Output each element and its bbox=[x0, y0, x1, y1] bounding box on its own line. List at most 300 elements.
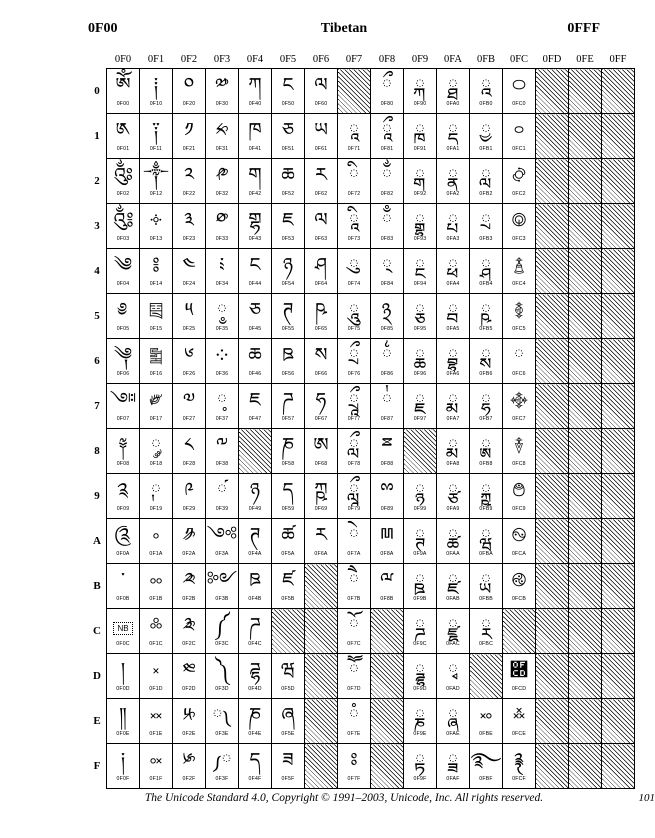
codepoint-cell bbox=[173, 114, 206, 159]
codepoint-label: 0F25 bbox=[182, 326, 196, 332]
table-row bbox=[88, 429, 635, 474]
glyph: ྱ bbox=[480, 119, 492, 141]
glyph: ྵ bbox=[480, 299, 492, 321]
codepoint-cell bbox=[404, 744, 437, 789]
codepoint-cell bbox=[206, 249, 239, 294]
codepoint-cell bbox=[107, 69, 140, 114]
glyph: ཨ bbox=[313, 434, 329, 456]
codepoint-label: 0F82 bbox=[380, 191, 394, 197]
glyph: ༫ bbox=[182, 569, 196, 591]
codepoint-label: 0FA1 bbox=[446, 146, 460, 152]
glyph: ཉ bbox=[249, 479, 261, 501]
codepoint-cell bbox=[107, 429, 140, 474]
glyph: ྼ bbox=[480, 614, 492, 636]
codepoint-label: 0F66 bbox=[314, 371, 328, 377]
glyph: ྭ bbox=[447, 659, 459, 681]
codepoint-label: 0F00 bbox=[116, 101, 130, 107]
codepoint-cell bbox=[404, 654, 437, 699]
column-header: 0F9 bbox=[411, 53, 429, 65]
codepoint-cell bbox=[239, 294, 272, 339]
glyph: ྈ bbox=[381, 434, 393, 456]
glyph: ྜ bbox=[414, 614, 426, 636]
reserved-cell bbox=[569, 159, 602, 204]
codepoint-label: 0F4D bbox=[248, 686, 262, 692]
codepoint-label: 0F23 bbox=[182, 236, 196, 242]
codepoint-cell bbox=[206, 564, 239, 609]
codepoint-label: 0F09 bbox=[116, 506, 130, 512]
glyph: ྐ bbox=[414, 74, 426, 96]
glyph: ༛ bbox=[149, 569, 163, 591]
codepoint-label: 0F3D bbox=[215, 686, 229, 692]
codepoint-cell bbox=[107, 744, 140, 789]
codepoint-label: 0F99 bbox=[413, 506, 427, 512]
codepoint-cell bbox=[239, 654, 272, 699]
glyph: ཾ bbox=[348, 704, 360, 726]
glyph: ྕ bbox=[414, 299, 426, 321]
column-header: 0FD bbox=[542, 53, 562, 65]
codepoint-label: 0FA2 bbox=[446, 191, 460, 197]
glyph: ཇ bbox=[249, 389, 261, 411]
row-header: 7 bbox=[94, 400, 100, 412]
codepoint-label: 0FB7 bbox=[479, 416, 493, 422]
codepoint-cell bbox=[503, 339, 536, 384]
reserved-cell bbox=[536, 609, 569, 654]
reserved-cell bbox=[569, 339, 602, 384]
codepoint-cell bbox=[206, 609, 239, 654]
reserved-cell bbox=[470, 654, 503, 699]
codepoint-cell bbox=[470, 249, 503, 294]
codepoint-label: 0F07 bbox=[116, 416, 130, 422]
codepoint-label: 0FCB bbox=[511, 596, 527, 602]
row-header: C bbox=[93, 625, 101, 637]
codepoint-label: 0F1F bbox=[149, 776, 163, 782]
codepoint-cell bbox=[140, 474, 173, 519]
codepoint-cell bbox=[107, 114, 140, 159]
codepoint-label: 0F6A bbox=[314, 551, 328, 557]
codepoint-label: 0F9B bbox=[413, 596, 427, 602]
glyph: ༦ bbox=[184, 344, 194, 366]
row-header: 1 bbox=[94, 130, 100, 142]
reserved-cell bbox=[536, 69, 569, 114]
codepoint-cell bbox=[338, 339, 371, 384]
codepoint-cell bbox=[338, 294, 371, 339]
codepoint-label: 0F4F bbox=[248, 776, 262, 782]
codepoint-cell bbox=[272, 294, 305, 339]
codepoint-label: 0F8A bbox=[380, 551, 394, 557]
glyph: ད bbox=[282, 479, 294, 501]
reserved-cell bbox=[602, 519, 635, 564]
codepoint-cell bbox=[470, 204, 503, 249]
codepoint-label: 0F30 bbox=[215, 101, 229, 107]
codepoint-cell bbox=[470, 564, 503, 609]
codepoint-label: 0F5E bbox=[281, 731, 295, 737]
codepoint-label: 0F71 bbox=[347, 146, 361, 152]
codepoint-label: 0F2E bbox=[182, 731, 196, 737]
codepoint-cell bbox=[239, 744, 272, 789]
codepoint-cell bbox=[173, 159, 206, 204]
codepoint-label: 0FC9 bbox=[512, 506, 526, 512]
glyph: ༵ bbox=[216, 299, 228, 321]
codepoint-cell bbox=[503, 294, 536, 339]
glyph: ཥ bbox=[315, 299, 327, 321]
glyph: ྫྷ bbox=[447, 614, 459, 636]
glyph: ྐྵ bbox=[480, 479, 492, 501]
glyph: ཛ bbox=[282, 569, 294, 591]
glyph: ༴ bbox=[219, 254, 225, 276]
glyph: ༔ bbox=[152, 254, 160, 276]
glyph: ྜྷ bbox=[414, 659, 426, 681]
codepoint-cell bbox=[305, 69, 338, 114]
column-header: 0FA bbox=[444, 53, 462, 65]
glyph: ྗ bbox=[414, 389, 426, 411]
codepoint-cell bbox=[173, 654, 206, 699]
codepoint-cell bbox=[107, 159, 140, 204]
glyph: ཀ bbox=[248, 74, 262, 96]
codepoint-label: 0FCD bbox=[511, 686, 527, 692]
glyph: ཚ bbox=[281, 524, 295, 546]
codepoint-label: 0FCA bbox=[511, 551, 527, 557]
codepoint-label: 0FB6 bbox=[479, 371, 493, 377]
reserved-cell bbox=[536, 339, 569, 384]
codepoint-label: 0F61 bbox=[314, 146, 328, 152]
codepoint-cell bbox=[239, 609, 272, 654]
glyph: ࿏ bbox=[512, 704, 526, 726]
codepoint-cell bbox=[404, 69, 437, 114]
reserved-cell bbox=[239, 429, 272, 474]
codepoint-cell bbox=[470, 699, 503, 744]
codepoint-label: 0FB0 bbox=[479, 101, 493, 107]
codepoint-cell bbox=[503, 474, 536, 519]
glyph: ཝ bbox=[280, 659, 296, 681]
codepoint-cell bbox=[272, 249, 305, 294]
codepoint-label: 0F1D bbox=[149, 686, 163, 692]
codepoint-label: 0F37 bbox=[215, 416, 229, 422]
codepoint-cell bbox=[338, 204, 371, 249]
glyph: ༳ bbox=[215, 209, 229, 231]
codepoint-cell bbox=[470, 609, 503, 654]
codepoint-cell bbox=[437, 249, 470, 294]
glyph: ྠ bbox=[447, 74, 459, 96]
glyph: ༐ bbox=[153, 74, 159, 96]
codepoint-label: 0F7F bbox=[347, 776, 361, 782]
codepoint-label: 0F11 bbox=[149, 146, 163, 152]
glyph: ྊ bbox=[380, 524, 394, 546]
codepoint-cell bbox=[437, 609, 470, 654]
glyph: ༒ bbox=[143, 164, 169, 186]
codepoint-label: 0F5B bbox=[281, 596, 295, 602]
codepoint-label: 0FC4 bbox=[512, 281, 526, 287]
reserved-cell bbox=[536, 654, 569, 699]
glyph: ྃ bbox=[381, 209, 393, 231]
codepoint-label: 0F26 bbox=[182, 371, 196, 377]
codepoint-label: 0FB2 bbox=[479, 191, 493, 197]
codepoint-label: 0F81 bbox=[380, 146, 394, 152]
codepoint-label: 0F3A bbox=[215, 551, 229, 557]
codepoint-label: 0F96 bbox=[413, 371, 427, 377]
glyph: ༉ bbox=[117, 479, 129, 501]
page-number: 101 bbox=[638, 792, 655, 804]
codepoint-cell bbox=[470, 339, 503, 384]
glyph: ༰ bbox=[215, 74, 229, 96]
codepoint-label: 0F22 bbox=[182, 191, 196, 197]
codepoint-label: 0F41 bbox=[248, 146, 262, 152]
glyph: ཱ bbox=[348, 119, 360, 141]
codepoint-cell bbox=[206, 294, 239, 339]
codepoint-cell bbox=[503, 159, 536, 204]
row-header: 9 bbox=[94, 490, 100, 502]
table-corner bbox=[88, 50, 107, 69]
codepoint-cell bbox=[239, 159, 272, 204]
table-row bbox=[88, 744, 635, 789]
codepoint-cell bbox=[173, 294, 206, 339]
codepoint-cell bbox=[338, 564, 371, 609]
codepoint-label: 0F20 bbox=[182, 101, 196, 107]
glyph: ྪ bbox=[447, 524, 459, 546]
codepoint-cell bbox=[404, 609, 437, 654]
codepoint-label: 0F56 bbox=[281, 371, 295, 377]
codepoint-cell bbox=[503, 744, 536, 789]
codepoint-cell bbox=[173, 249, 206, 294]
glyph: ཱྀ bbox=[381, 119, 393, 141]
codepoint-cell bbox=[503, 249, 536, 294]
glyph: ༥ bbox=[184, 299, 194, 321]
codepoint-label: 0F29 bbox=[182, 506, 196, 512]
codepoint-label: 0F9E bbox=[413, 731, 427, 737]
glyph: ྚ bbox=[414, 524, 426, 546]
codepoint-cell bbox=[140, 69, 173, 114]
row-header: 3 bbox=[94, 220, 100, 232]
codepoint-cell bbox=[173, 69, 206, 114]
reserved-cell bbox=[602, 564, 635, 609]
reserved-cell bbox=[569, 564, 602, 609]
codepoint-cell bbox=[437, 204, 470, 249]
glyph: ཻ bbox=[348, 569, 360, 591]
glyph: ༟ bbox=[149, 749, 163, 771]
glyph: ཷ bbox=[348, 389, 360, 411]
column-header: 0FC bbox=[509, 53, 529, 65]
footer-rule bbox=[88, 784, 600, 785]
codepoint-label: 0F68 bbox=[314, 461, 328, 467]
codepoint-label: 0F7D bbox=[347, 686, 361, 692]
codepoint-cell bbox=[140, 339, 173, 384]
reserved-cell bbox=[536, 384, 569, 429]
glyph: ག bbox=[248, 164, 262, 186]
codepoint-cell bbox=[206, 519, 239, 564]
reserved-cell bbox=[569, 744, 602, 789]
codepoint-cell bbox=[239, 699, 272, 744]
codepoint-cell bbox=[404, 159, 437, 204]
codepoint-label: 0F4E bbox=[248, 731, 262, 737]
glyph: ྑ bbox=[414, 119, 426, 141]
glyph: ༢ bbox=[184, 164, 194, 186]
codepoint-cell bbox=[305, 384, 338, 429]
codepoint-label: 0F39 bbox=[215, 506, 229, 512]
codepoint-label: 0F2F bbox=[182, 776, 196, 782]
glyph: ཊ bbox=[282, 299, 294, 321]
codepoint-label: 0FC1 bbox=[512, 146, 526, 152]
codepoint-cell bbox=[272, 474, 305, 519]
row-header: 4 bbox=[94, 265, 100, 277]
glyph: ང bbox=[249, 254, 261, 276]
glyph: ྣ bbox=[447, 164, 459, 186]
codepoint-label: 0F74 bbox=[347, 281, 361, 287]
codepoint-cell bbox=[404, 474, 437, 519]
codepoint-label: 0FCF bbox=[512, 776, 526, 782]
glyph: ཊ bbox=[249, 524, 261, 546]
codepoint-label: 0F08 bbox=[116, 461, 130, 467]
reserved-cell bbox=[338, 69, 371, 114]
codepoint-cell bbox=[140, 429, 173, 474]
table-row bbox=[88, 159, 635, 204]
glyph: ྴ bbox=[480, 254, 492, 276]
codepoint-label: 0FCE bbox=[511, 731, 527, 737]
codepoint-cell bbox=[272, 654, 305, 699]
glyph: ༚ bbox=[152, 524, 160, 546]
codepoint-label: 0F18 bbox=[149, 461, 163, 467]
codepoint-cell bbox=[272, 564, 305, 609]
codepoint-label: 0F2A bbox=[182, 551, 196, 557]
reserved-cell bbox=[569, 699, 602, 744]
glyph: ལ bbox=[314, 74, 328, 96]
glyph: ༹ bbox=[216, 479, 228, 501]
header-end-code: 0FFF bbox=[567, 21, 600, 36]
codepoint-label: 0F92 bbox=[413, 191, 427, 197]
codepoint-label: 0F72 bbox=[347, 191, 361, 197]
codepoint-cell bbox=[107, 699, 140, 744]
codepoint-label: 0F44 bbox=[248, 281, 262, 287]
codepoint-label: 0F93 bbox=[413, 236, 427, 242]
codepoint-label: 0F73 bbox=[347, 236, 361, 242]
codepoint-cell bbox=[470, 69, 503, 114]
codepoint-label: 0F34 bbox=[215, 281, 229, 287]
codepoint-cell bbox=[272, 744, 305, 789]
codepoint-label: 0F79 bbox=[347, 506, 361, 512]
codepoint-label: 0F59 bbox=[281, 506, 295, 512]
glyph: ࿆ bbox=[513, 344, 525, 366]
column-header: 0F7 bbox=[345, 53, 363, 65]
codepoint-label: 0FA4 bbox=[446, 281, 460, 287]
codepoint-cell bbox=[371, 429, 404, 474]
codepoint-label: 0F0A bbox=[116, 551, 130, 557]
codepoint-cell bbox=[371, 474, 404, 519]
codepoint-cell bbox=[470, 159, 503, 204]
reserved-cell bbox=[569, 249, 602, 294]
page-header bbox=[88, 18, 600, 40]
glyph: ི bbox=[348, 164, 360, 186]
codepoint-cell bbox=[173, 744, 206, 789]
codepoint-cell bbox=[404, 249, 437, 294]
glyph: ཞ bbox=[281, 704, 295, 726]
glyph: ་ bbox=[121, 569, 125, 591]
codepoint-label: 0FA5 bbox=[446, 326, 460, 332]
codepoint-label: 0FC3 bbox=[512, 236, 526, 242]
codepoint-label: 0F4C bbox=[248, 641, 262, 647]
codepoint-label: 0FAF bbox=[446, 776, 460, 782]
codepoint-label: 0FB4 bbox=[479, 281, 493, 287]
glyph: ༨ bbox=[184, 434, 194, 456]
codepoint-label: 0F63 bbox=[314, 236, 328, 242]
glyph: ྯ bbox=[447, 749, 459, 771]
codepoint-label: 0F19 bbox=[149, 506, 163, 512]
table-row bbox=[88, 294, 635, 339]
codepoint-label: 0F9D bbox=[413, 686, 427, 692]
codepoint-label: 0F12 bbox=[149, 191, 163, 197]
codepoint-label: 0F5A bbox=[281, 551, 295, 557]
reserved-cell bbox=[569, 294, 602, 339]
codepoint-label: 0F42 bbox=[248, 191, 262, 197]
table-row bbox=[88, 69, 635, 114]
codepoint-cell bbox=[239, 519, 272, 564]
codepoint-cell bbox=[470, 294, 503, 339]
codepoint-cell bbox=[107, 339, 140, 384]
glyph: ༷ bbox=[216, 389, 228, 411]
codepoint-label: 0F9C bbox=[413, 641, 427, 647]
codepoint-label: 0FAD bbox=[446, 686, 460, 692]
codepoint-cell bbox=[338, 249, 371, 294]
codepoint-label: 0F13 bbox=[149, 236, 163, 242]
codepoint-label: 0FAE bbox=[446, 731, 460, 737]
codepoint-cell bbox=[140, 519, 173, 564]
glyph: ༜ bbox=[149, 614, 163, 636]
reserved-cell bbox=[536, 294, 569, 339]
glyph: ࿉ bbox=[512, 479, 526, 501]
codepoint-cell bbox=[173, 564, 206, 609]
codepoint-cell bbox=[206, 69, 239, 114]
page-title: Tibetan bbox=[320, 21, 368, 36]
codepoint-label: 0F57 bbox=[281, 416, 295, 422]
codepoint-cell bbox=[272, 384, 305, 429]
codepoint-label: 0FC8 bbox=[512, 461, 526, 467]
codepoint-label: 0FAB bbox=[446, 596, 460, 602]
reserved-cell bbox=[272, 609, 305, 654]
codepoint-label: 0F85 bbox=[380, 326, 394, 332]
codepoint-label: 0FBE bbox=[479, 731, 493, 737]
codepoint-label: 0FC0 bbox=[512, 101, 526, 107]
column-header: 0F8 bbox=[378, 53, 396, 65]
codepoint-cell bbox=[140, 384, 173, 429]
reserved-cell bbox=[536, 204, 569, 249]
glyph: ྋ bbox=[380, 569, 394, 591]
table-row bbox=[88, 384, 635, 429]
codepoint-cell bbox=[140, 294, 173, 339]
codepoint-cell bbox=[206, 654, 239, 699]
codepoint-cell bbox=[305, 474, 338, 519]
glyph: ྩ bbox=[447, 479, 459, 501]
glyph: ࿎ bbox=[479, 704, 493, 726]
reserved-cell bbox=[602, 744, 635, 789]
codepoint-cell bbox=[107, 519, 140, 564]
glyph: ྟ bbox=[414, 749, 426, 771]
reserved-cell bbox=[602, 384, 635, 429]
codepoint-cell bbox=[140, 114, 173, 159]
glyph: ࿃ bbox=[511, 209, 527, 231]
codepoint-label: 0FC5 bbox=[512, 326, 526, 332]
glyph: ཌ bbox=[249, 614, 261, 636]
column-header: 0F3 bbox=[213, 53, 231, 65]
codepoint-cell bbox=[437, 294, 470, 339]
codepoint-cell bbox=[470, 114, 503, 159]
codepoint-label: 0F47 bbox=[248, 416, 262, 422]
codepoint-cell bbox=[338, 654, 371, 699]
codepoint-label: 0F52 bbox=[281, 191, 295, 197]
codepoint-cell bbox=[272, 699, 305, 744]
codepoint-cell bbox=[338, 474, 371, 519]
reserved-cell bbox=[569, 69, 602, 114]
reserved-cell bbox=[305, 564, 338, 609]
codepoint-cell bbox=[371, 114, 404, 159]
glyph: ༿ bbox=[212, 749, 232, 771]
glyph: ྡ bbox=[447, 119, 459, 141]
